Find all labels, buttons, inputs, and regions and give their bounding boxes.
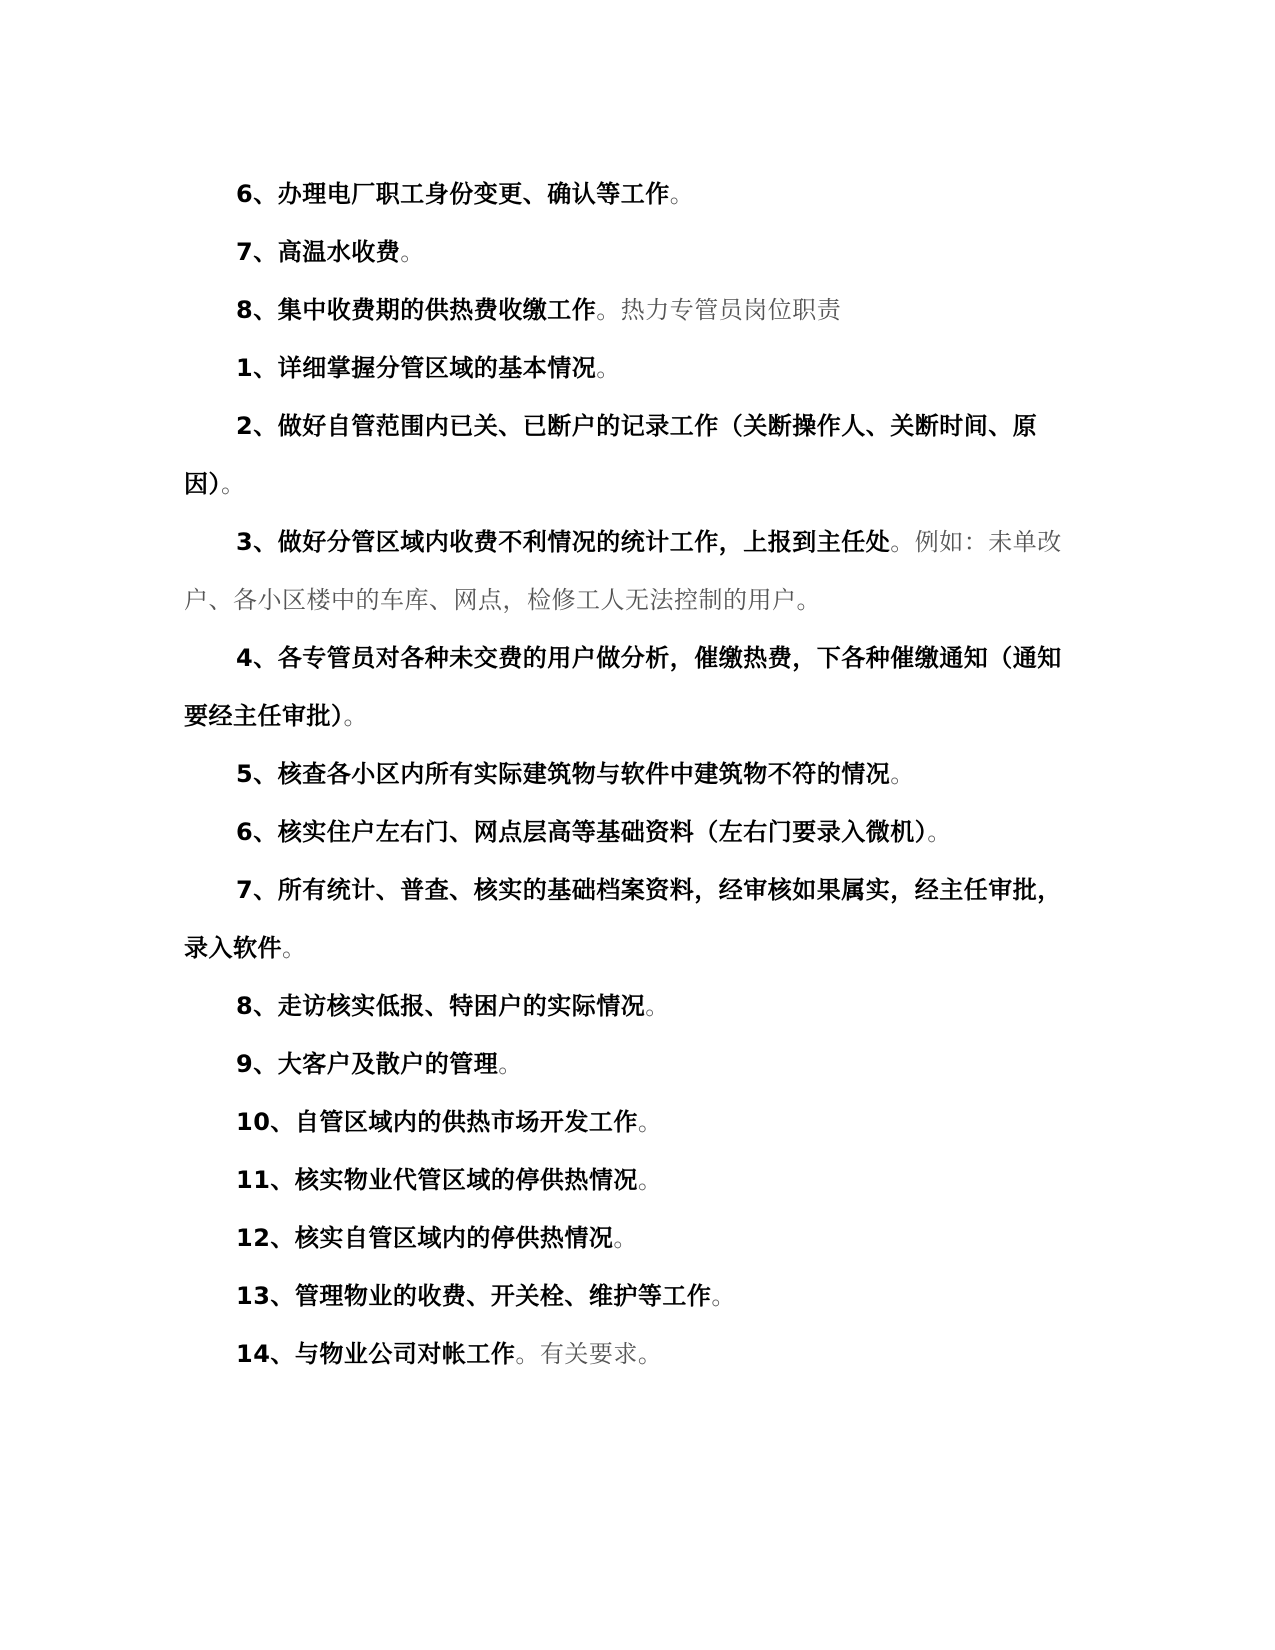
paragraph bbox=[184, 629, 1064, 745]
paragraph-main-text: 14、与物业公司对帐工作 bbox=[236, 1340, 516, 1368]
paragraph-trailing-text: 。 bbox=[343, 702, 368, 730]
paragraph-trailing-text: 。 bbox=[637, 1166, 663, 1194]
paragraph bbox=[184, 861, 1064, 977]
paragraph-main-text: 3、做好分管区域内收费不利情况的统计工作，上报到主任处 bbox=[236, 528, 891, 556]
paragraph bbox=[184, 1325, 1064, 1383]
paragraph bbox=[184, 339, 1064, 397]
paragraph bbox=[184, 803, 1064, 861]
paragraph-trailing-text: 。 bbox=[596, 354, 621, 382]
paragraph-trailing-text: 。 bbox=[711, 1282, 736, 1310]
paragraph-trailing-text: 。 bbox=[221, 470, 246, 498]
paragraph bbox=[184, 977, 1064, 1035]
paragraph-main-text: 9、大客户及散户的管理 bbox=[236, 1050, 499, 1078]
paragraph-trailing-text: 。 bbox=[645, 992, 670, 1020]
paragraph-main-text: 10、自管区域内的供热市场开发工作 bbox=[236, 1108, 638, 1136]
paragraph bbox=[184, 281, 1064, 339]
paragraph-trailing-text: 。有关要求。 bbox=[515, 1340, 663, 1368]
paragraph-main-text: 4、各专管员对各种未交费的用户做分析，催缴热费，下各种催缴通知（通知要经主任审批） bbox=[184, 644, 1062, 730]
paragraph bbox=[184, 1209, 1064, 1267]
paragraph-trailing-text: 。 bbox=[498, 1050, 523, 1078]
paragraph-main-text: 2、做好自管范围内已关、已断户的记录工作（关断操作人、关断时间、原因） bbox=[184, 412, 1038, 498]
paragraph bbox=[184, 223, 1064, 281]
document-body bbox=[184, 165, 1064, 1383]
paragraph-main-text: 7、所有统计、普查、核实的基础档案资料，经审核如果属实，经主任审批，录入软件 bbox=[184, 876, 1062, 962]
paragraph-trailing-text: 。例如：未单改户、各小区楼中的车库、网点，检修工人无法控制的用户。 bbox=[184, 528, 1062, 614]
paragraph-trailing-text: 。热力专管员岗位职责 bbox=[596, 296, 842, 324]
paragraph-trailing-text: 。 bbox=[282, 934, 307, 962]
paragraph-trailing-text: 。 bbox=[669, 180, 695, 208]
paragraph-trailing-text: 。 bbox=[637, 1108, 663, 1136]
paragraph-trailing-text: 。 bbox=[400, 238, 425, 266]
paragraph-main-text: 12、核实自管区域内的停供热情况 bbox=[236, 1224, 614, 1252]
paragraph bbox=[184, 1093, 1064, 1151]
paragraph-main-text: 13、管理物业的收费、开关栓、维护等工作 bbox=[236, 1282, 712, 1310]
paragraph-main-text: 1、详细掌握分管区域的基本情况 bbox=[236, 354, 597, 382]
paragraph-main-text: 5、核查各小区内所有实际建筑物与软件中建筑物不符的情况 bbox=[236, 760, 891, 788]
paragraph bbox=[184, 1151, 1064, 1209]
paragraph-main-text: 8、走访核实低报、特困户的实际情况 bbox=[236, 992, 646, 1020]
paragraph-main-text: 7、高温水收费 bbox=[236, 238, 401, 266]
paragraph bbox=[184, 397, 1064, 513]
paragraph bbox=[184, 1035, 1064, 1093]
paragraph-trailing-text: 。 bbox=[890, 760, 915, 788]
paragraph-trailing-text: 。 bbox=[613, 1224, 638, 1252]
paragraph-main-text: 8、集中收费期的供热费收缴工作 bbox=[236, 296, 597, 324]
paragraph-main-text: 6、核实住户左右门、网点层高等基础资料（左右门要录入微机） bbox=[236, 818, 928, 846]
paragraph bbox=[184, 745, 1064, 803]
paragraph-main-text: 11、核实物业代管区域的停供热情况 bbox=[236, 1166, 638, 1194]
paragraph-trailing-text: 。 bbox=[927, 818, 952, 846]
paragraph bbox=[184, 1267, 1064, 1325]
paragraph bbox=[184, 513, 1064, 629]
paragraph-main-text: 6、办理电厂职工身份变更、确认等工作 bbox=[236, 180, 670, 208]
paragraph bbox=[184, 165, 1064, 223]
